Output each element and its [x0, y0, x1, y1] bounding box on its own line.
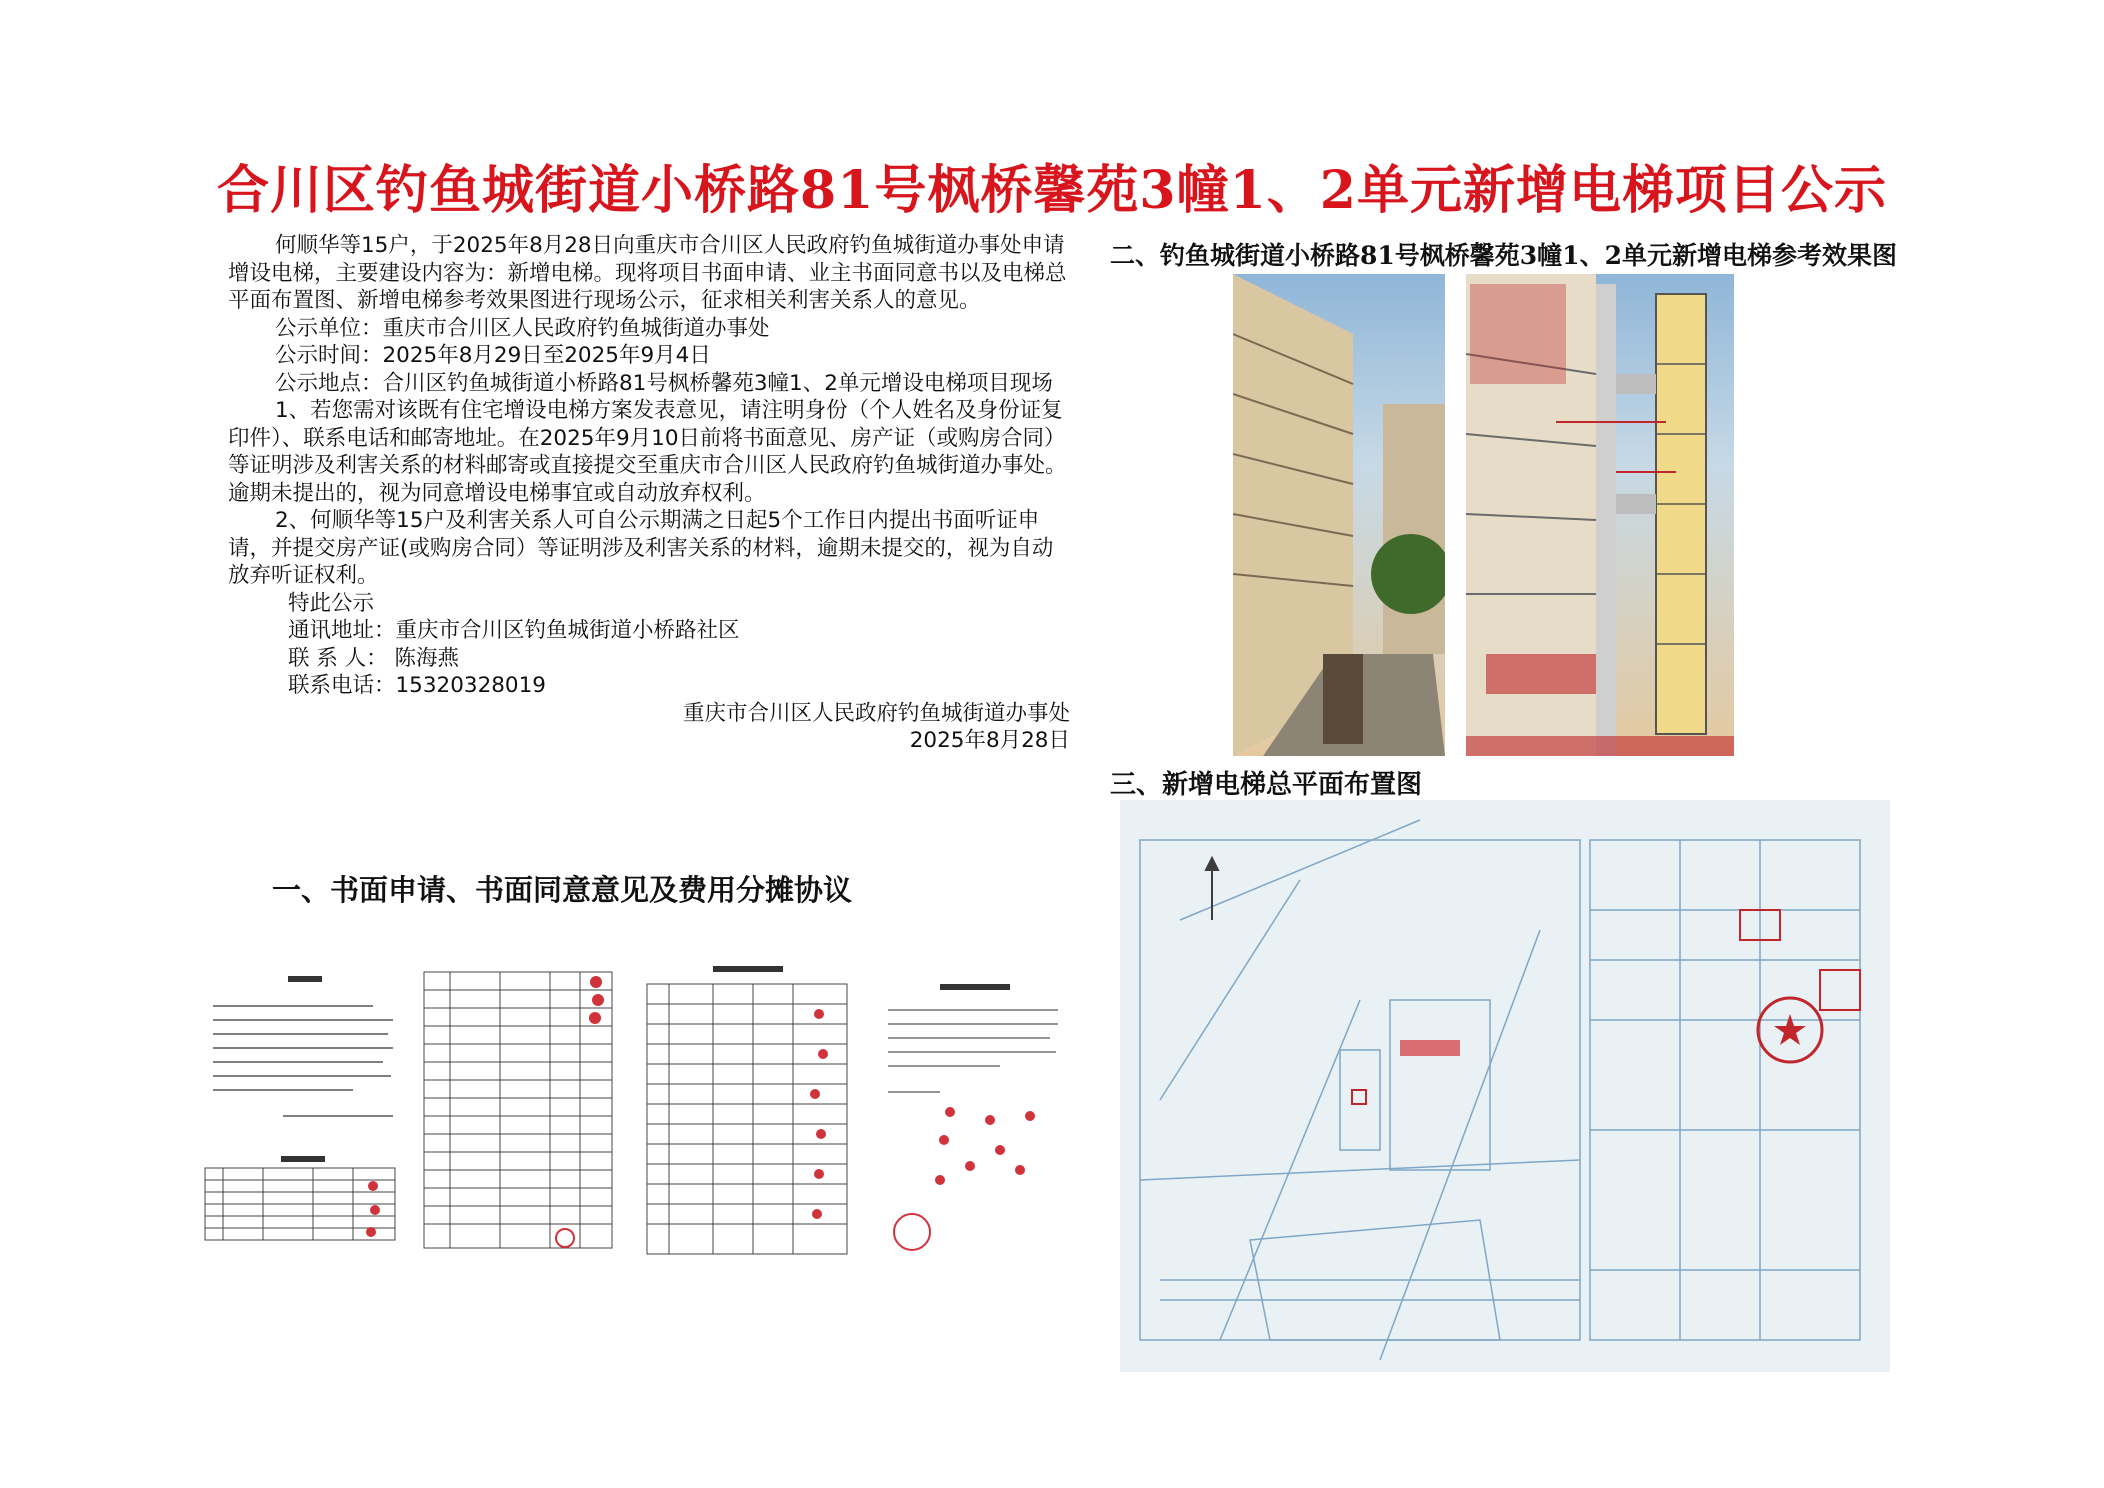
notice-phone: 联系电话：15320328019	[288, 673, 546, 698]
cost-agreement-doc	[880, 944, 1066, 1262]
elevator-rendering	[1466, 274, 1734, 756]
notice-place: 公示地点：合川区钓鱼城街道小桥路81号枫桥馨苑3幢1、2单元增设电梯项目现场	[275, 370, 1053, 396]
application-doc	[203, 970, 403, 1242]
notice-para1: 何顺华等15户，于2025年8月28日向重庆市合川区人民政府钓鱼城街道办事处申请增设电梯，主要建设内容为：新增电梯。现将项目书面申请、业主书面同意书以及电梯总平面布置图、新增电梯参考效果图进行现场公示，征求相关利害关系人的意见。	[228, 233, 1067, 313]
consent-form-doc	[643, 960, 855, 1270]
section-one-heading: 一、书面申请、书面同意意见及费用分摊协议	[272, 873, 853, 907]
section-two-heading: 二、钓鱼城街道小桥路81号枫桥馨苑3幢1、2单元新增电梯参考效果图	[1110, 241, 1897, 270]
notice-date: 2025年8月28日	[909, 728, 1070, 753]
notice-item1: 1、若您需对该既有住宅增设电梯方案发表意见，请注明身份（个人姓名及身份证复印件）、联系电话和邮寄地址。在2025年9月10日前将书面意见、房产证（或购房合同）等证明涉及利害关系的材料邮寄或直接提交至重庆市合川区人民政府钓鱼城街道办事处。逾期未提出的，视为同意增设电梯事宜或自动放弃权利。	[228, 398, 1067, 506]
page-title: 合川区钓鱼城街道小桥路81号枫桥馨苑3幢1、2单元新增电梯项目公示	[217, 160, 1887, 221]
notice-unit: 公示单位：重庆市合川区人民政府钓鱼城街道办事处	[275, 315, 770, 341]
notice-address: 通讯地址：重庆市合川区钓鱼城街道小桥路社区	[288, 618, 740, 643]
site-plan-drawing	[1120, 800, 1890, 1372]
notice-signer: 重庆市合川区人民政府钓鱼城街道办事处	[682, 700, 1070, 726]
notice-item2: 2、何顺华等15户及利害关系人可自公示期满之日起5个工作日内提出书面听证申请，并提交房产证(或购房合同）等证明涉及利害关系的材料，逾期未提交的，视为自动放弃听证权利。	[228, 508, 1054, 588]
notice-special: 特此公示	[288, 590, 375, 616]
signature-table-doc	[420, 968, 616, 1252]
street-photo	[1233, 274, 1445, 756]
notice-body	[228, 232, 1070, 755]
section-three-heading: 三、新增电梯总平面布置图	[1110, 770, 1423, 800]
notice-time: 公示时间：2025年8月29日至2025年9月4日	[275, 343, 711, 368]
notice-contact: 联 系 人： 陈海燕	[288, 645, 460, 671]
